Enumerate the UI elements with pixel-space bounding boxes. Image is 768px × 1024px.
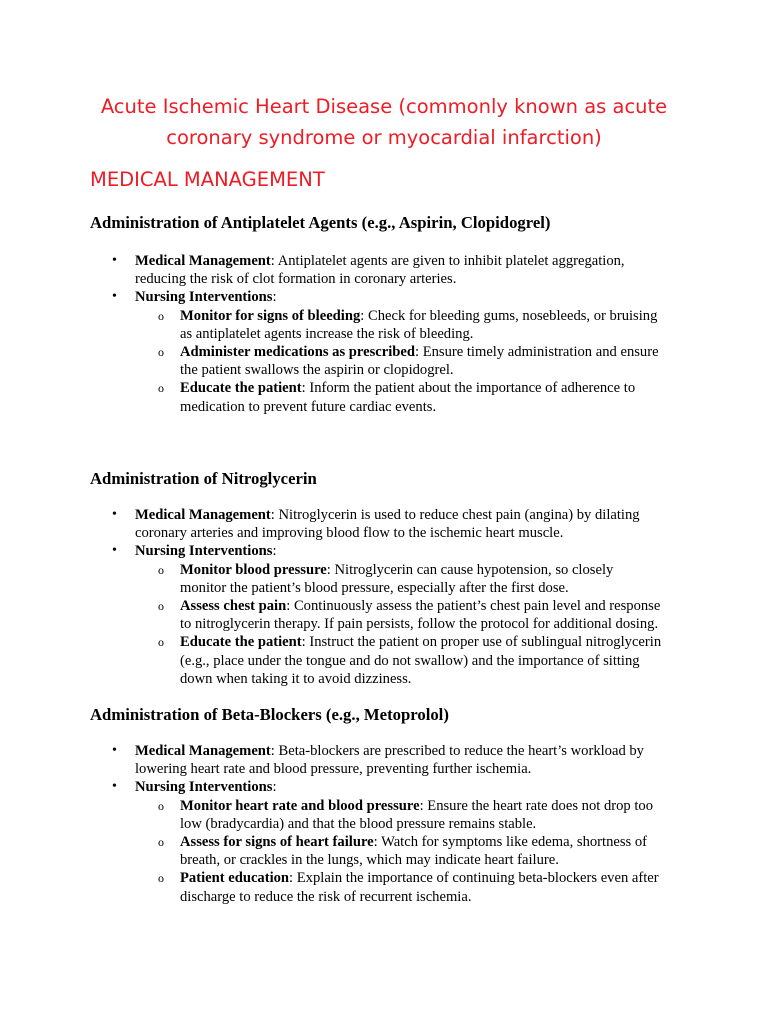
- sub-bullet-icon: o: [158, 599, 164, 614]
- item-text: Antiplatelet agents are given to inhibit platelet aggregation,: [277, 253, 625, 269]
- sub-list-item: o Assess chest pain: Continuously assess the patient’s chest pain level and response to nitroglycerin therapy. If pain persists, follow the protocol for additional dosing.: [90, 597, 700, 633]
- sub-item-label: Educate the patient: [180, 634, 302, 651]
- list-item-nursing: • Nursing Interventions:: [112, 779, 277, 796]
- sub-item-text: medication to prevent future cardiac events.: [180, 398, 437, 415]
- sub-item-text: (e.g., place under the tongue and do not swallow) and the importance of sitting: [180, 652, 640, 669]
- section-body: [90, 742, 700, 906]
- sub-list-item: o Administer medications as prescribed: Ensure timely administration and ensure the patient swallows the aspirin or clopidogrel.: [90, 343, 700, 379]
- sub-item-text: Ensure timely administration and ensure: [422, 344, 659, 361]
- sub-item-label: Patient education: [180, 870, 290, 887]
- bullet-icon: •: [112, 253, 117, 268]
- sub-item-text: Inform the patient about the importance of adherence to: [309, 380, 636, 397]
- list-item-medical: • Medical Management: Nitroglycerin is used to reduce chest pain (angina) by dilating coronary arteries and improving blood flow to the ischemic heart muscle.: [90, 506, 700, 542]
- bullet-icon: •: [112, 289, 117, 305]
- sub-item-label: Educate the patient: [180, 380, 302, 397]
- sub-item-label: Monitor for signs of bleeding: [180, 307, 361, 324]
- bullet-icon: •: [112, 779, 117, 795]
- sub-item-label: Administer medications as prescribed: [180, 344, 415, 361]
- title-line: Acute Ischemic Heart Disease (commonly known as acute: [100, 95, 668, 118]
- sub-item-text: low (bradycardia) and that the blood pressure remains stable.: [180, 815, 537, 832]
- sub-item-text: to nitroglycerin therapy. If pain persists, follow the protocol for additional dosing.: [180, 616, 659, 633]
- sub-bullet-icon: o: [158, 871, 164, 886]
- title-line: coronary syndrome or myocardial infarction): [166, 126, 602, 149]
- bullet-icon: •: [112, 743, 117, 758]
- sub-list-item: o Educate the patient: Instruct the patient on proper use of sublingual nitroglycerin (e.g., place under the tongue and do not swallow) and the importance of sitting down when taking it to avoid dizziness.: [90, 633, 700, 688]
- section-heading: Administration of Nitroglycerin: [90, 469, 317, 488]
- sub-item-label: Monitor heart rate and blood pressure: [180, 797, 420, 814]
- item-label: Nursing Interventions: [135, 289, 273, 306]
- list-item-nursing: • Nursing Interventions:: [112, 543, 277, 560]
- sub-item-text: Explain the importance of continuing beta-blockers even after: [296, 870, 659, 887]
- sub-bullet-icon: o: [158, 562, 164, 577]
- sub-list-item: o Educate the patient: Inform the patient about the importance of adherence to medication to prevent future cardiac events.: [90, 379, 700, 415]
- section-heading: Administration of Antiplatelet Agents (e.g., Aspirin, Clopidogrel): [90, 213, 551, 232]
- section-body: [90, 506, 700, 688]
- item-label: Nursing Interventions: [135, 779, 273, 796]
- item-label: Medical Management: [135, 253, 271, 269]
- sub-item-text: Continuously assess the patient’s chest pain level and response: [293, 598, 661, 615]
- sub-item-text: Ensure the heart rate does not drop too: [427, 797, 654, 814]
- section-heading: Administration of Beta-Blockers (e.g., Metoprolol): [90, 705, 449, 724]
- item-text: Nitroglycerin is used to reduce chest pain (angina) by dilating: [278, 507, 640, 523]
- sub-item-text: Instruct the patient on proper use of sublingual nitroglycerin: [309, 634, 662, 651]
- document-title: [90, 91, 678, 153]
- sub-list-item: o Monitor heart rate and blood pressure: Ensure the heart rate does not drop too low (bradycardia) and that the blood pressure remains stable.: [90, 797, 700, 833]
- sub-bullet-icon: o: [158, 635, 164, 650]
- sub-item-label: Assess chest pain: [180, 598, 287, 615]
- sub-bullet-icon: o: [158, 835, 164, 850]
- list-item-nursing: • Nursing Interventions:: [112, 289, 277, 306]
- sub-item-label: Assess for signs of heart failure: [180, 834, 374, 851]
- bullet-icon: •: [112, 507, 117, 522]
- sub-bullet-icon: o: [158, 798, 164, 813]
- sub-list-item: o Patient education: Explain the importance of continuing beta-blockers even after discharge to reduce the risk of recurrent ischemia.: [90, 869, 700, 905]
- item-text: reducing the risk of clot formation in coronary arteries.: [135, 271, 457, 288]
- sub-item-text: down when taking it to avoid dizziness.: [180, 670, 412, 687]
- section-nitroglycerin: [90, 468, 700, 687]
- sub-item-text: Check for bleeding gums, nosebleeds, or bruising: [367, 307, 658, 324]
- sub-list-item: o Monitor blood pressure: Nitroglycerin can cause hypotension, so closely monitor the patient’s blood pressure, especially after the first dose.: [90, 561, 700, 597]
- sub-item-text: the patient swallows the aspirin or clopidogrel.: [180, 362, 454, 379]
- sub-list-item: o Assess for signs of heart failure: Watch for symptoms like edema, shortness of breath, or crackles in the lungs, which may indicate heart failure.: [90, 833, 700, 869]
- sub-list-item: o Monitor for signs of bleeding: Check for bleeding gums, nosebleeds, or bruising as antiplatelet agents increase the risk of bleeding.: [90, 307, 700, 343]
- item-label: Medical Management: [135, 743, 271, 759]
- sub-item-label: Monitor blood pressure: [180, 561, 327, 578]
- sub-item-text: breath, or crackles in the lungs, which may indicate heart failure.: [180, 852, 559, 869]
- item-text: coronary arteries and improving blood flow to the ischemic heart muscle.: [135, 525, 564, 542]
- sub-bullet-icon: o: [158, 381, 164, 396]
- section-body: [90, 252, 700, 416]
- bullet-icon: •: [112, 543, 117, 559]
- sub-item-text: Watch for symptoms like edema, shortness of: [381, 834, 648, 851]
- sub-item-text: Nitroglycerin can cause hypotension, so closely: [334, 561, 614, 578]
- sub-item-text: discharge to reduce the risk of recurrent ischemia.: [180, 888, 472, 905]
- section-beta-blockers: [90, 704, 700, 905]
- sub-item-text: monitor the patient’s blood pressure, especially after the first dose.: [180, 579, 569, 596]
- list-item-medical: • Medical Management: Antiplatelet agents are given to inhibit platelet aggregation, reducing the risk of clot formation in coronary arteries.: [90, 252, 700, 288]
- sub-item-text: as antiplatelet agents increase the risk of bleeding.: [180, 325, 474, 342]
- item-label: Nursing Interventions: [135, 543, 273, 560]
- item-label: Medical Management: [135, 507, 271, 523]
- sub-bullet-icon: o: [158, 345, 164, 360]
- list-item-medical: • Medical Management: Beta-blockers are prescribed to reduce the heart’s workload by lowering heart rate and blood pressure, preventing further ischemia.: [90, 742, 700, 778]
- sub-bullet-icon: o: [158, 308, 164, 323]
- item-text: lowering heart rate and blood pressure, preventing further ischemia.: [135, 761, 532, 778]
- section-antiplatelet: [90, 212, 700, 415]
- item-text: Beta-blockers are prescribed to reduce the heart’s workload by: [278, 743, 644, 759]
- section-heading-medical-management: MEDICAL MANAGEMENT: [90, 168, 325, 191]
